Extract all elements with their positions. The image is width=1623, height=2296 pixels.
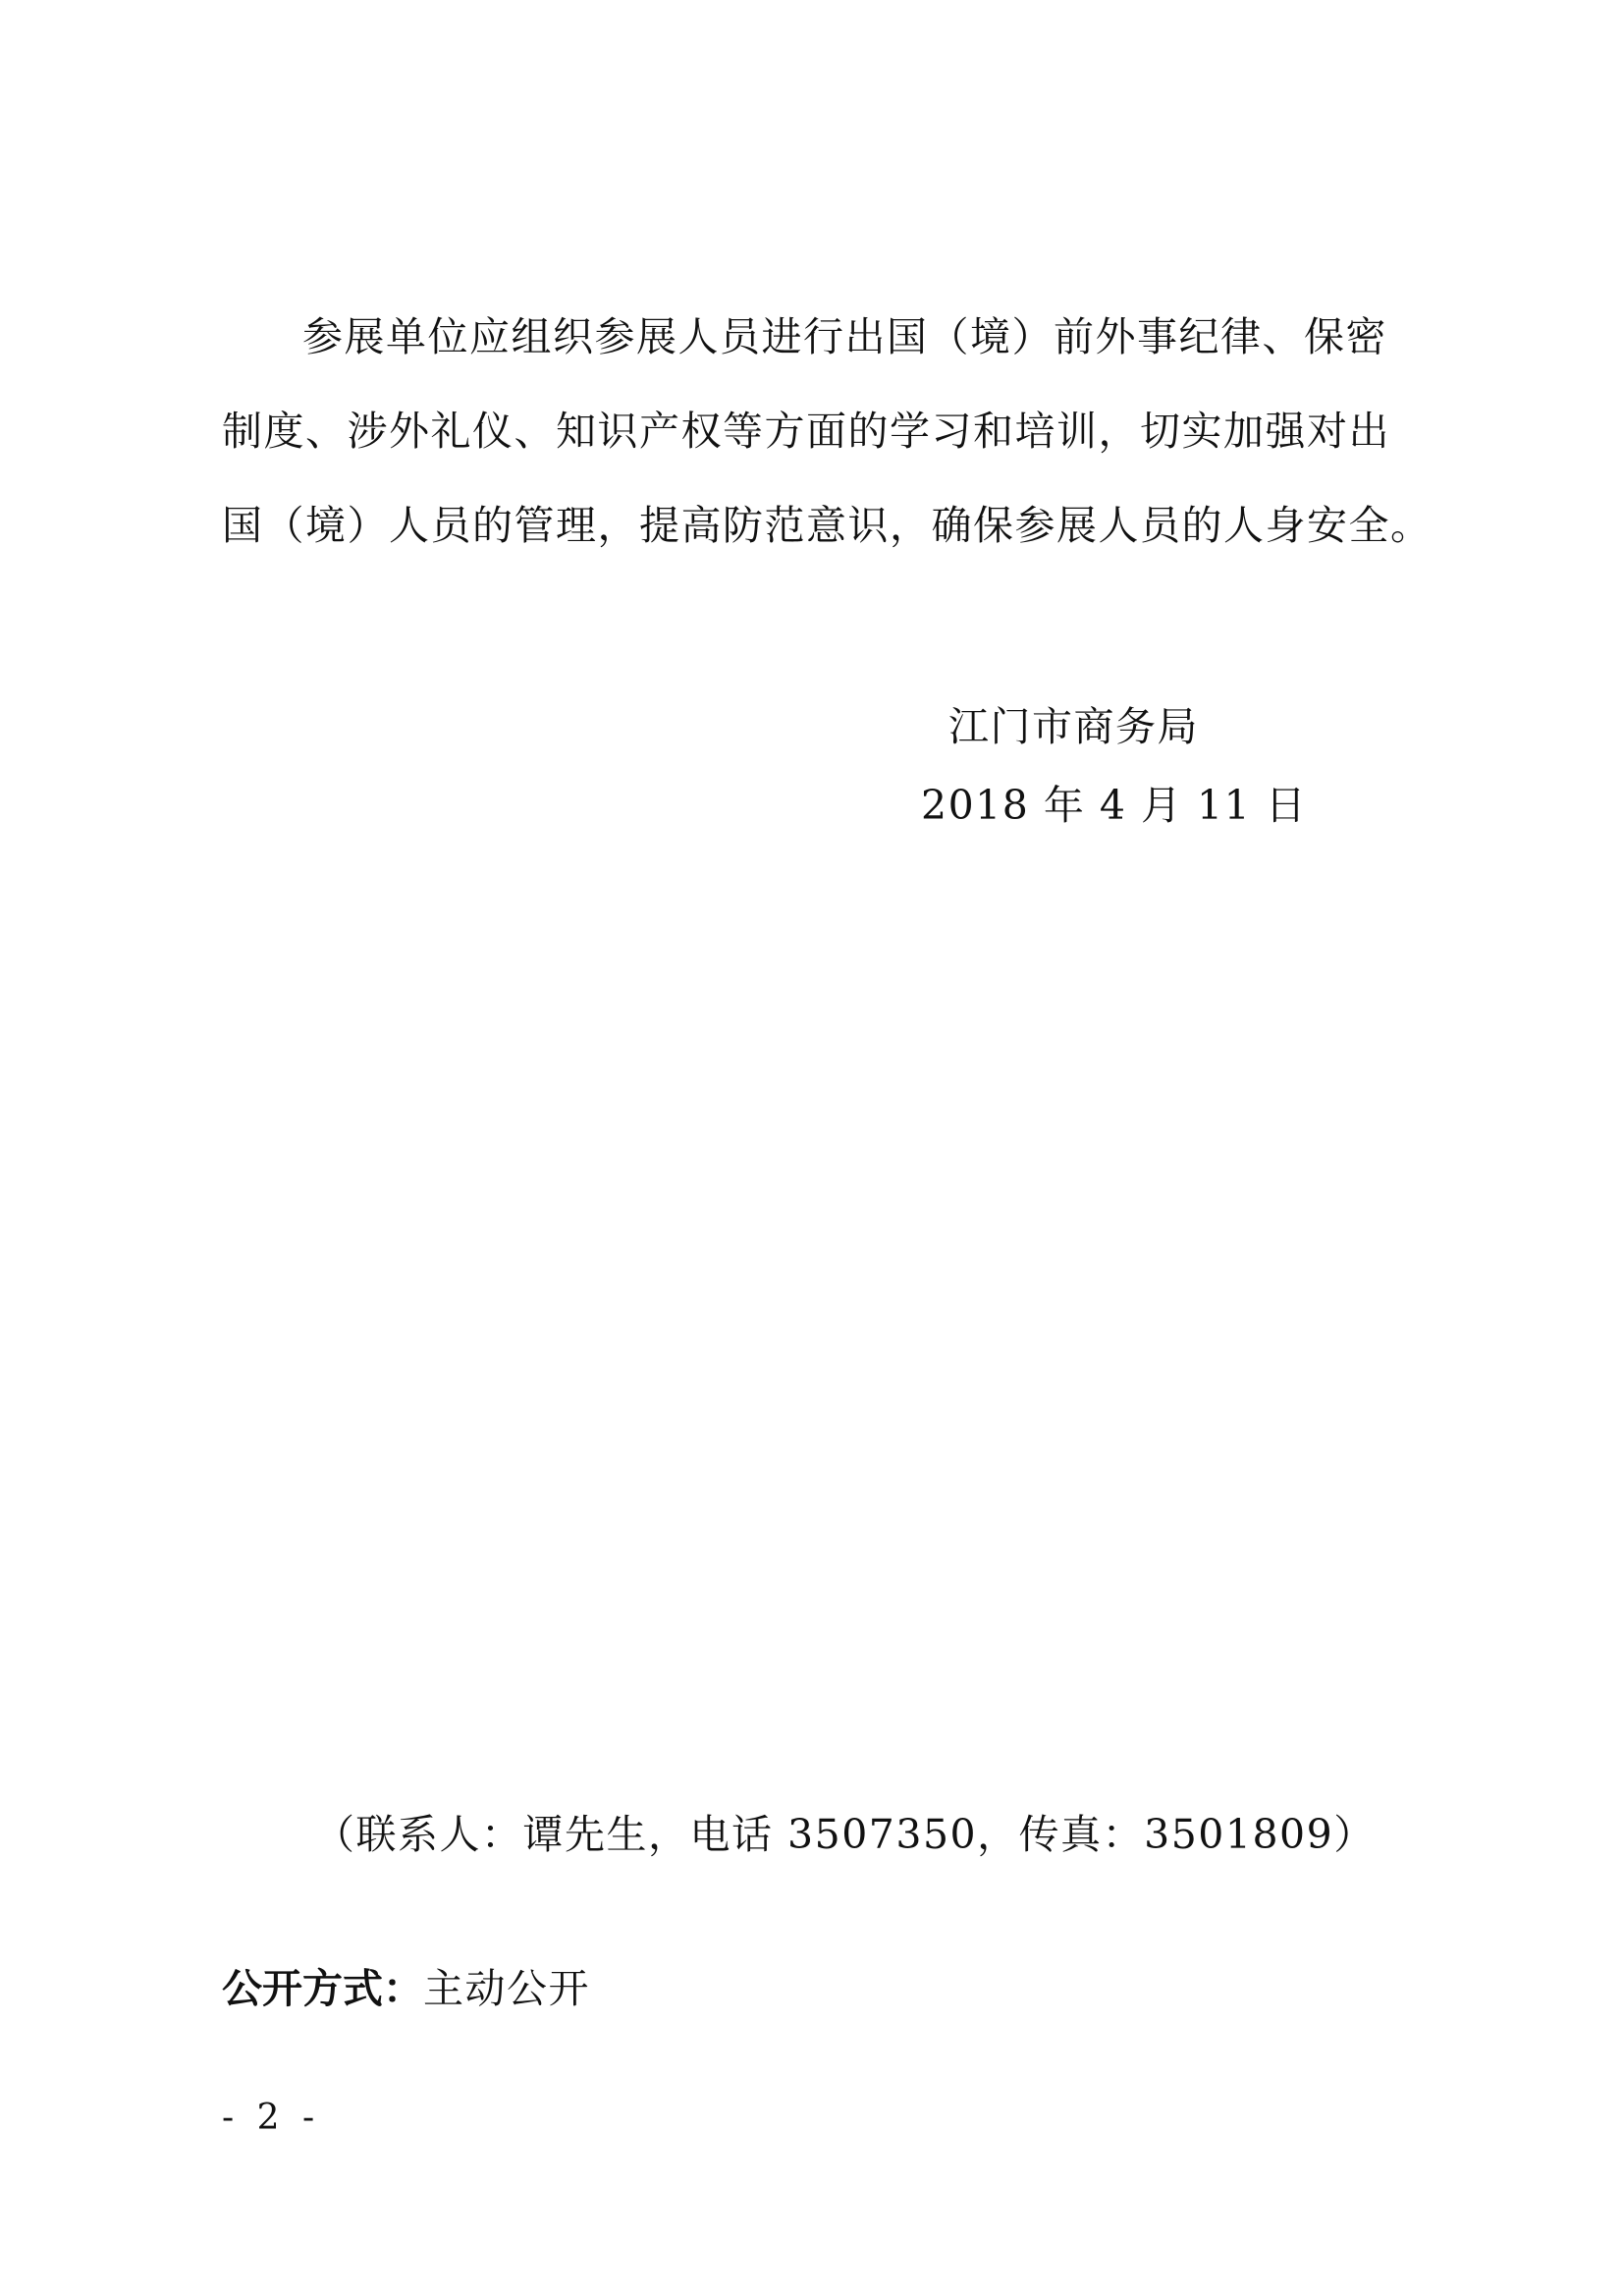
body-line: 参展单位应组织参展人员进行出国（境）前外事纪律、保密 [302,313,1387,360]
disclosure-method [222,1959,590,2018]
body-line: 国（境）人员的管理，提高防范意识，确保参展人员的人身安全。 [222,502,1433,549]
issue-date: 2018 年 4 月 11 日 [921,782,1308,829]
disclosure-label: 公开方式： [222,1965,423,2012]
body-paragraph [222,290,1433,573]
disclosure-value: 主动公开 [423,1965,590,2012]
contact-info: （联系人：谭先生，电话 3507350，传真：3501809） [314,1811,1376,1858]
body-line: 制度、涉外礼仪、知识产权等方面的学习和培训，切实加强对出 [222,408,1390,455]
page-number: - 2 - [222,2098,321,2138]
issuer-name: 江门市商务局 [948,703,1199,750]
